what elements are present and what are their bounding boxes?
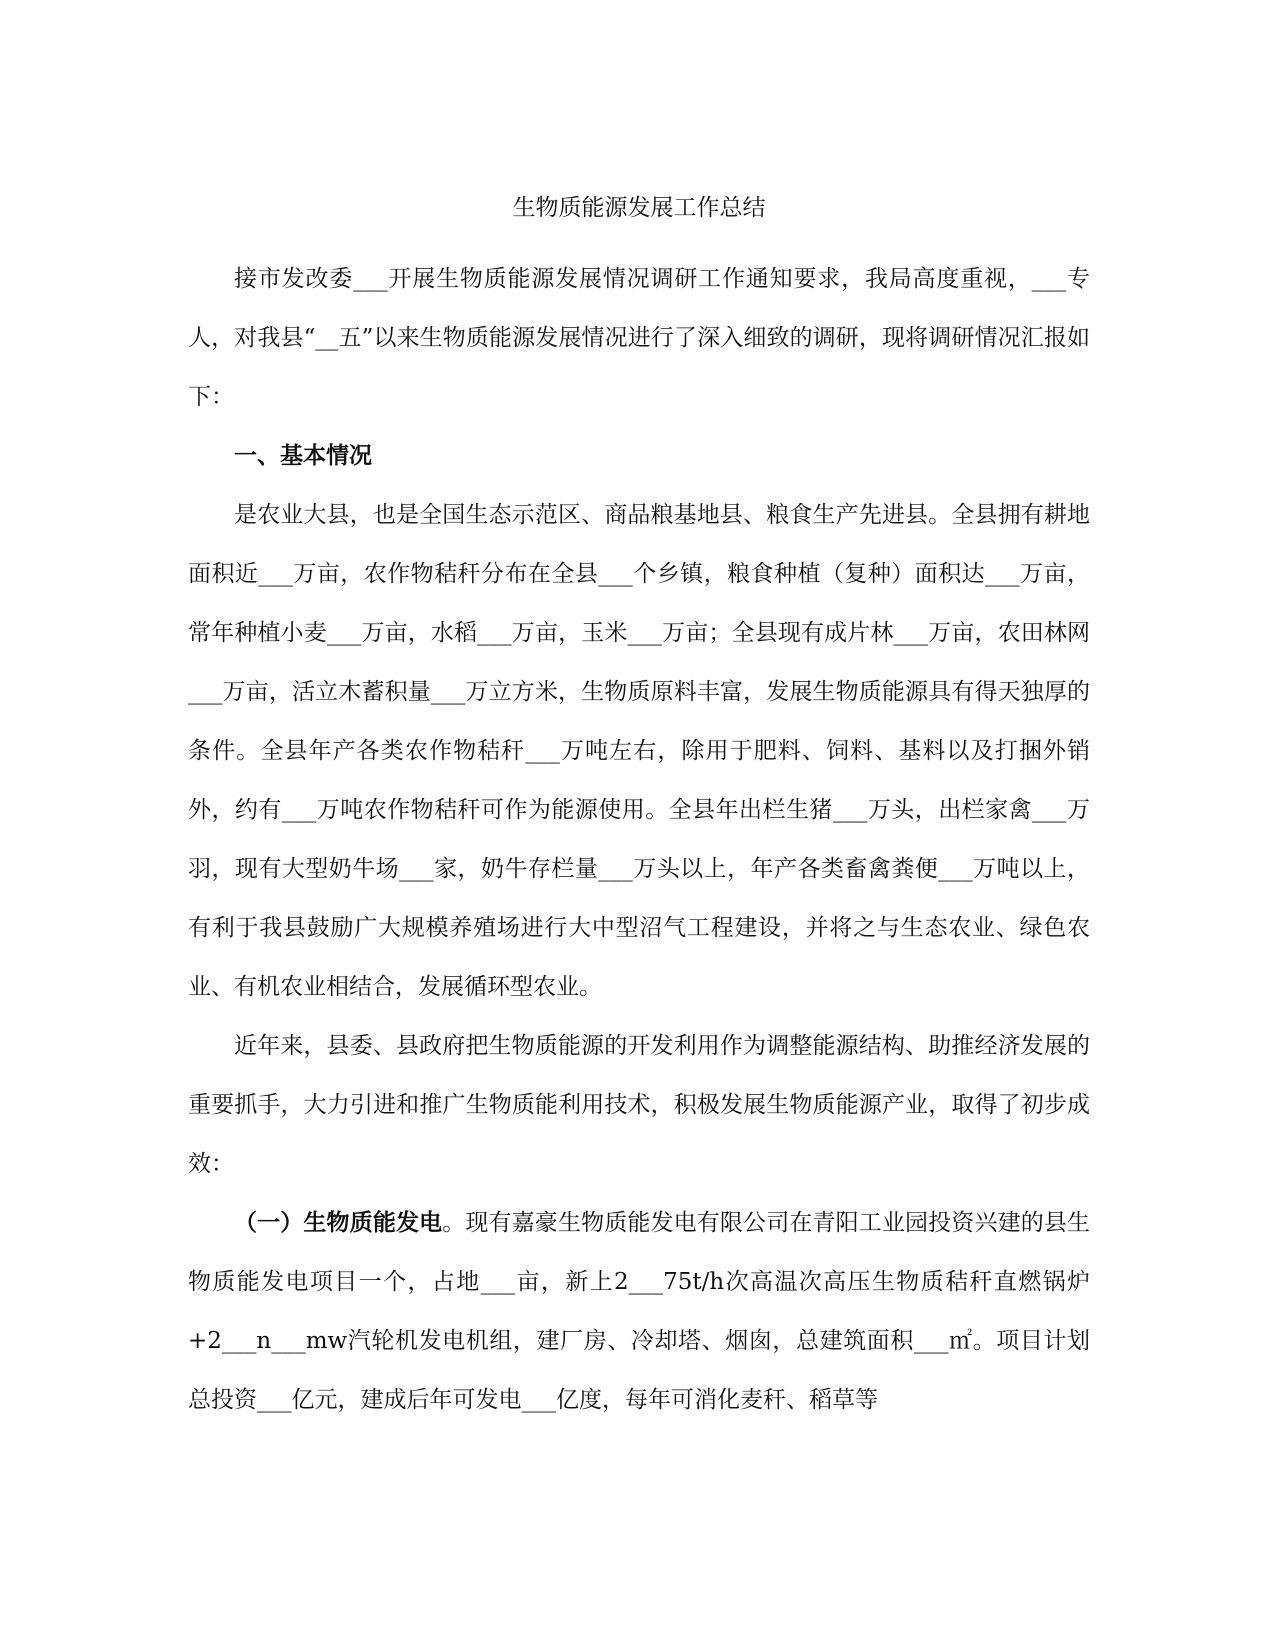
section-heading-basic: 一、基本情况 [234,443,372,469]
document-body [188,188,1090,1430]
document-title: 生物质能源发展工作总结 [512,195,766,221]
biomass-power-lead: （一）生物质能发电 [234,1210,443,1236]
intro-paragraph: 接市发改委___开展生物质能源发展情况调研工作通知要求，我局高度重视，___专人，对我县“__五”以来生物质能源发展情况进行了深入细致的调研，现将调研情况汇报如下： [188,266,1090,410]
recent-years-paragraph: 近年来，县委、县政府把生物质能源的开发利用作为调整能源结构、助推经济发展的重要抓手，大力引进和推广生物质能利用技术，积极发展生物质能源产业，取得了初步成效： [188,1033,1090,1177]
biomass-power-paragraph [188,1194,1090,1430]
biomass-power-body: 。现有嘉豪生物质能发电有限公司在青阳工业园投资兴建的县生物质能发电项目一个，占地___亩，新上2___75t/h次高温次高压生物质秸秆直燃锅炉+2___n___mw汽轮机发电机组，建厂房、冷却塔、烟囱，总建筑面积___㎡。项目计划总投资___亿元，建成后年可发电___亿度，每年可消化麦秆、稻草等 [188,1210,1090,1413]
basic-situation-paragraph: 是农业大县，也是全国生态示范区、商品粮基地县、粮食生产先进县。全县拥有耕地面积近___万亩，农作物秸秆分布在全县___个乡镇，粮食种植（复种）面积达___万亩，常年种植小麦___万亩，水稻___万亩，玉米___万亩；全县现有成片林___万亩，农田林网___万亩，活立木蓄积量___万立方米，生物质原料丰富，发展生物质能源具有得天独厚的条件。全县年产各类农作物秸秆___万吨左右，除用于肥料、饲料、基料以及打捆外销外，约有___万吨农作物秸秆可作为能源使用。全县年出栏生猪___万头，出栏家禽___万羽，现有大型奶牛场___家，奶牛存栏量___万头以上，年产各类畜禽粪便___万吨以上，有利于我县鼓励广大规模养殖场进行大中型沼气工程建设，并将之与生态农业、绿色农业、有机农业相结合，发展循环型农业。 [188,502,1090,1000]
